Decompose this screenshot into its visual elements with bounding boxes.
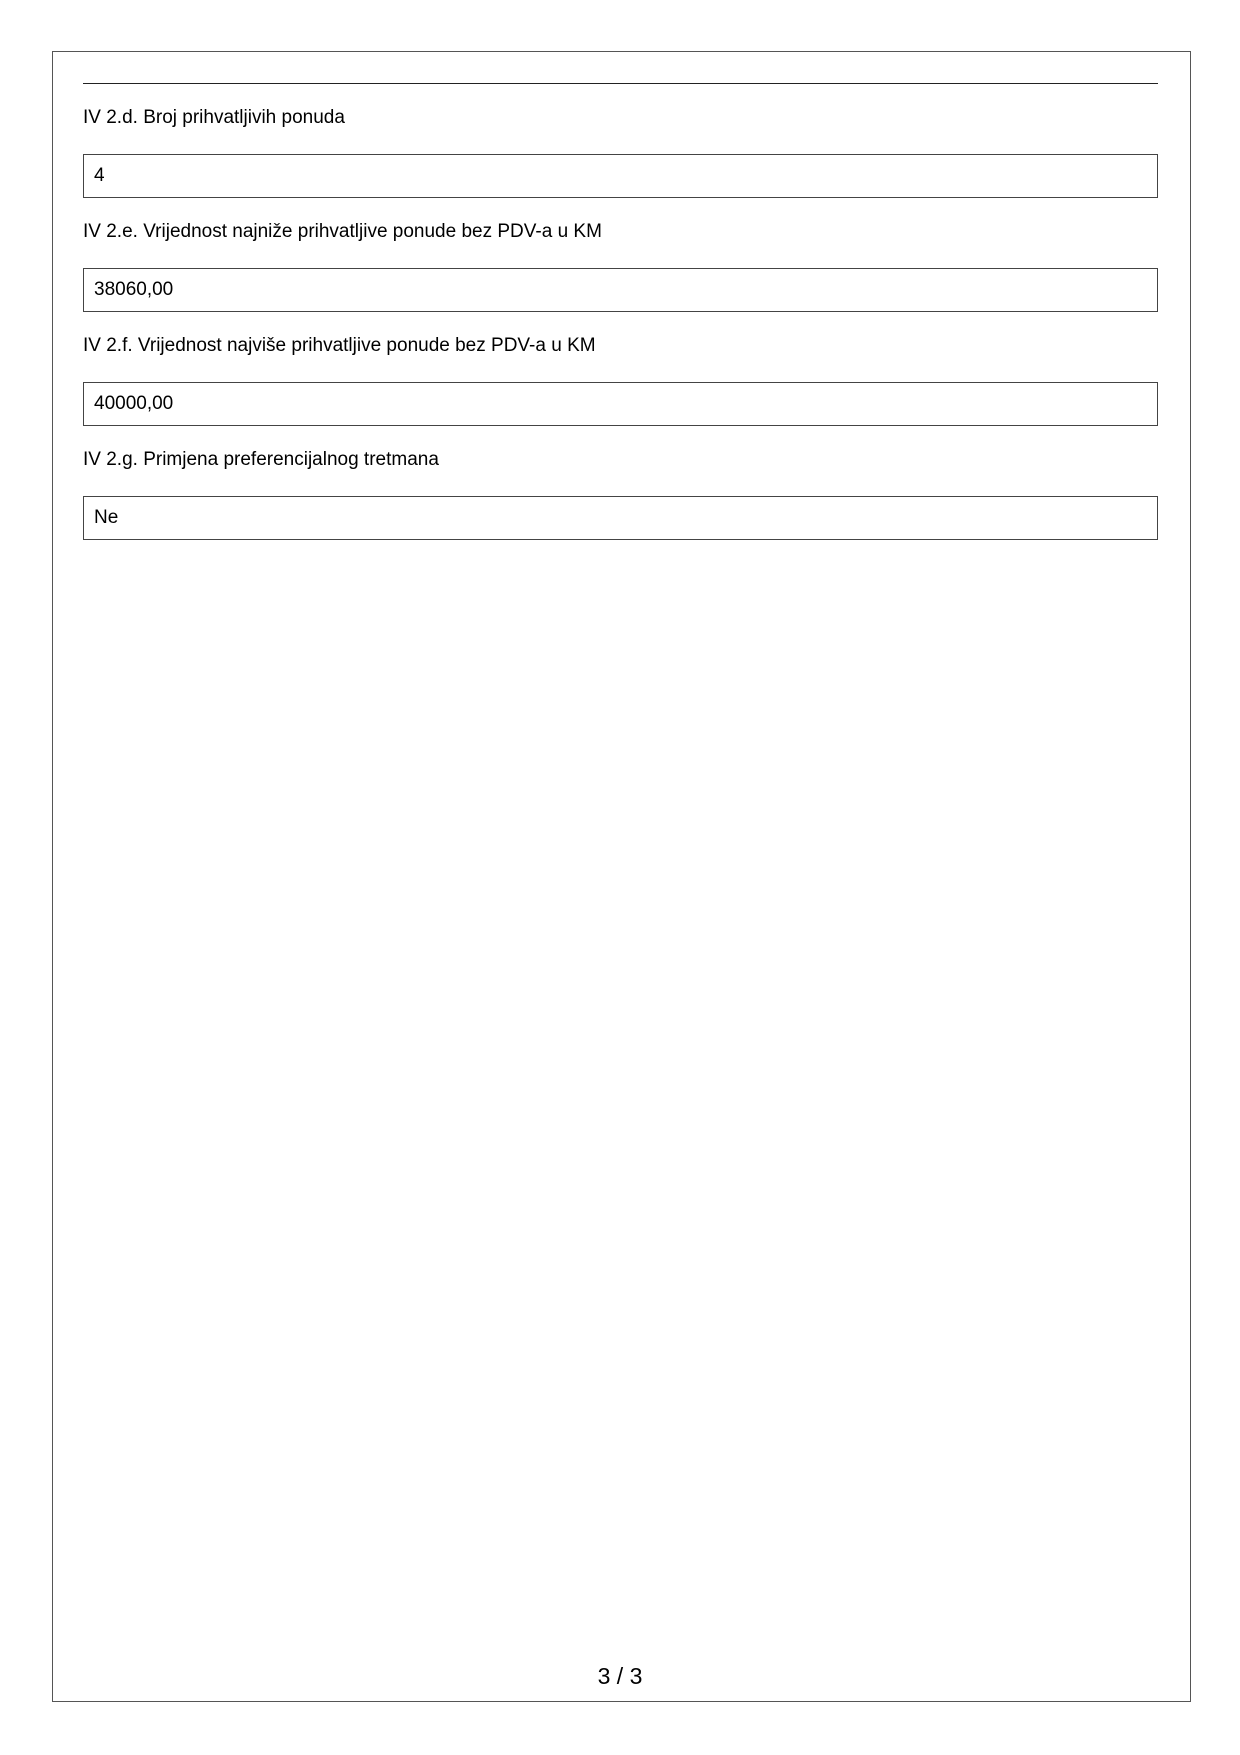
- field-label-preferential-treatment: IV 2.g. Primjena preferencijalnog tretmana: [83, 449, 439, 470]
- field-label-offers-count: IV 2.d. Broj prihvatljivih ponuda: [83, 107, 345, 128]
- field-label-highest-offer: IV 2.f. Vrijednost najviše prihvatljive ponude bez PDV-a u KM: [83, 335, 596, 356]
- top-divider: [83, 83, 1158, 84]
- field-value-offers-count: 4: [83, 154, 1158, 198]
- field-value-preferential-treatment: Ne: [83, 496, 1158, 540]
- field-value-lowest-offer: 38060,00: [83, 268, 1158, 312]
- page-number: 3 / 3: [597, 1663, 643, 1689]
- field-label-lowest-offer: IV 2.e. Vrijednost najniže prihvatljive ponude bez PDV-a u KM: [83, 221, 602, 242]
- field-value-highest-offer: 40000,00: [83, 382, 1158, 426]
